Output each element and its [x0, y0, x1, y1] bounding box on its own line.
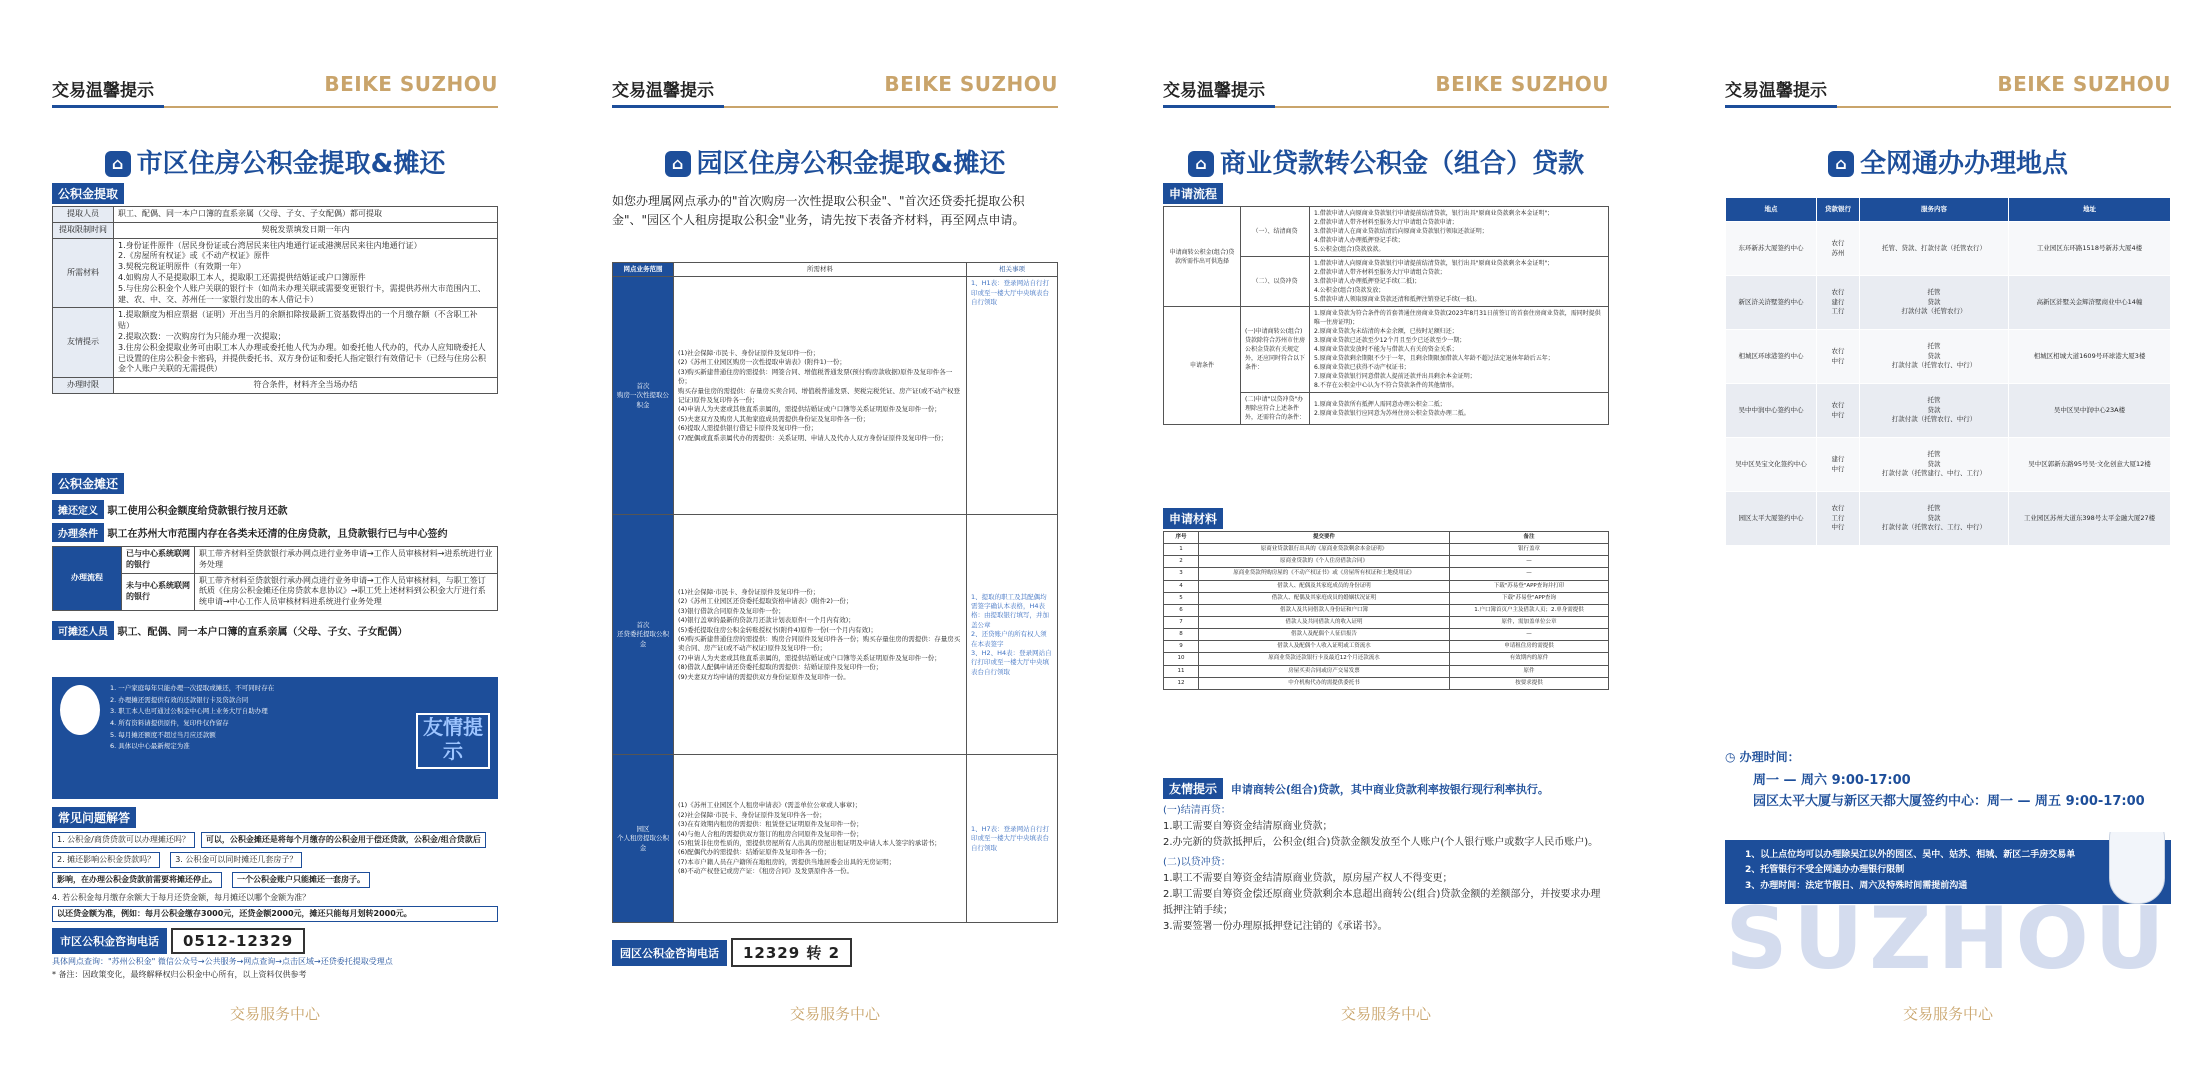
mat-note: 有效期内的原件	[1450, 653, 1609, 665]
mat-index: 8	[1164, 629, 1199, 641]
hotline-number[interactable]: 12329 转 2	[731, 938, 852, 967]
mat-index: 2	[1164, 556, 1199, 568]
table-row	[613, 277, 1058, 515]
apply-key: (一)申请商转公(组合)贷款除符合苏州市住房公积金贷款有关规定外，还应同时符合以下条件：	[1241, 307, 1310, 393]
table-row	[1164, 665, 1609, 677]
page-title	[1725, 143, 2171, 180]
faq-question: 4. 若公积金每月缴存余额大于每月还贷金额，每月摊还以哪个金额为准？	[52, 893, 311, 902]
row-scope: 首次 购房一次性提取公积金	[613, 277, 674, 515]
tip-item: 2.职工需要自筹资金偿还原商业贷款剩余本息超出商转公(组合)贷款金额的差额部分，并按要求办理抵押注销手续；	[1163, 889, 1601, 916]
panel-loan-transfer	[1163, 0, 1609, 1080]
location-services: 托管 贷款 打款付款（托管农行、中行）	[1860, 384, 2009, 438]
mat-item: 原商业贷款银行出具的《原商业贷款剩余本金证明》	[1199, 544, 1450, 556]
note-item: 2、托管银行不受全网通办办理银行限制	[1745, 865, 1905, 876]
faq-question: 3. 公积金可以同时摊还几套房子？	[170, 852, 302, 868]
process-value: 职工带齐材料至贷款银行承办网点进行业务申请→工作人员审核材料→进系统进行业务处理	[195, 547, 498, 574]
row-notes: 1、H7表：登录网站自行打印或至一楼大厅中央填表台自行领取	[967, 755, 1058, 923]
faq-row	[52, 872, 498, 888]
table-row	[53, 207, 498, 223]
column-header: 地址	[2009, 198, 2171, 222]
notes-list	[1745, 848, 2105, 894]
faq-row	[52, 832, 498, 848]
flow-table	[1163, 206, 1609, 425]
row-notes: 1、H1表：登录网站自行打印或至一楼大厅中央填表台自行领取	[967, 277, 1058, 515]
mat-index: 11	[1164, 665, 1199, 677]
process-value: 职工带齐材料至贷款银行承办网点进行业务申请→工作人员审核材料，与职工签订纸质《住房公积金摊还住房贷款本息协议》→职工凭上述材料到公积金大厅进行系统申请→中心工作人员审核材料进系统进行业务处理	[195, 573, 498, 610]
hours-weekday: 周一 — 周六 9:00-17:00	[1753, 773, 1911, 788]
flow-left: 申请商转公积金(组合)贷款所需作出可供选择	[1164, 207, 1241, 307]
flow-key: （一）、结清商贷	[1241, 207, 1310, 257]
section-repay	[52, 473, 498, 640]
mat-item: 房屋买卖合同或房产交易发票	[1199, 665, 1450, 677]
process-table	[52, 546, 498, 611]
notice-item: 6. 具体以中心最新规定为准	[110, 742, 190, 751]
locations-table	[1725, 197, 2171, 546]
tip-item: (二)以贷冲贷：	[1163, 857, 1231, 868]
hours-special: 园区太平大厦与新区天都大厦签约中心：周一 — 周五 9:00-17:00	[1753, 794, 2145, 809]
row-scope: 园区 个人租房提取公积金	[613, 755, 674, 923]
header-left: 交易温馨提示	[1163, 81, 1265, 101]
section-label: 公积金摊还	[52, 473, 124, 494]
faq-question: 2. 摊还影响公积金贷款吗？	[52, 852, 160, 868]
location-name: 东环新苏大厦签约中心	[1726, 222, 1817, 276]
location-address: 吴中区郭新东路95号吴·文化创意大厦12楼	[2009, 438, 2171, 492]
note-item: 1、以上点位均可以办理除吴江以外的园区、吴中、姑苏、相城、新区二手房交易单	[1745, 850, 2076, 860]
table-row	[1164, 604, 1609, 616]
flow-value: 1.借款申请人向原商业贷款银行申请提前结清贷款，银行出具"原商业贷款剩余本金证明"； 2.借款申请人带齐材料至服务大厅申请组合贷款； 3.借款申请人办理抵押登记手续(二抵)； 4.公积金(组合)贷款发放； 5.借款申请人领取原商业贷款还清和抵押注销登记手续(一抵)。	[1310, 257, 1609, 307]
row-head: 所需材料	[53, 238, 114, 308]
apply-value: 1.原商业贷款所有抵押人需同意办理公积金二抵； 2.原商业贷款银行应同意为苏州住房公积金贷款办理二抵。	[1310, 393, 1609, 425]
house-icon: ⌂	[1828, 151, 1854, 177]
header-accent	[612, 105, 724, 108]
header-accent	[1725, 105, 1837, 108]
condition-label: 办理条件	[52, 523, 104, 542]
mat-note: —	[1450, 568, 1609, 580]
hotline-label: 市区公积金咨询电话	[52, 928, 167, 954]
location-banks: 农行 建行 工行	[1817, 276, 1860, 330]
table-header	[1164, 532, 1609, 544]
location-banks: 农行 工行 中行	[1817, 492, 1860, 546]
mat-note: 下载"苏易登"APP查询	[1450, 592, 1609, 604]
mat-item: 原商业贷款的《个人住房借款合同》	[1199, 556, 1450, 568]
section-label: 申请流程	[1163, 183, 1223, 204]
faq-answer: 以还贷金额为准，例如：每月公积金缴存3000元，还贷金额2000元，摊还只能每月划转2000元。	[52, 906, 498, 922]
hours-label-row	[1725, 748, 2171, 765]
row-head: 友情提示	[53, 308, 114, 378]
location-services: 托管 贷款 打款付款（托管农行）	[1860, 276, 2009, 330]
location-address: 吴中区吴中润中心23A楼	[2009, 384, 2171, 438]
panel-header	[1163, 70, 1609, 108]
table-header	[1726, 198, 2171, 222]
header-brand: BEIKE SUZHOU	[884, 72, 1058, 96]
mat-index: 10	[1164, 653, 1199, 665]
mat-note: 下载"苏易登"APP查询并打印	[1450, 580, 1609, 592]
panel-locations	[1725, 0, 2171, 1080]
who-label: 可摊还人员	[52, 621, 114, 640]
column-header: 贷款银行	[1817, 198, 1860, 222]
table-row	[1164, 629, 1609, 641]
hours	[1725, 748, 2171, 809]
mat-index: 12	[1164, 677, 1199, 689]
table-row	[1164, 653, 1609, 665]
table-row	[1164, 616, 1609, 628]
repay-definition	[52, 500, 498, 519]
section-label: 申请材料	[1163, 508, 1223, 529]
table-row	[613, 755, 1058, 923]
tip-item: 2.办完新的贷款抵押后，公积金(组合)贷款金额发放至个人账户(个人银行账户或数字人民币账户)。	[1163, 837, 1599, 848]
location-banks: 农行 中行	[1817, 384, 1860, 438]
who-text: 职工、配偶、同一本户口簿的直系亲属（父母、子女、子女配偶）	[117, 626, 408, 638]
page-title-text: 全网通办办理地点	[1859, 149, 2068, 179]
mat-index: 5	[1164, 592, 1199, 604]
materials-table	[612, 262, 1058, 923]
table-row	[1164, 556, 1609, 568]
house-icon: ⌂	[1188, 151, 1214, 177]
table-row	[53, 547, 498, 574]
header-accent	[52, 105, 164, 108]
location-services: 托管、贷款、打款付款（托管农行）	[1860, 222, 2009, 276]
tip-text: 申请商转公(组合)贷款，其中商业贷款利率按银行现行利率执行。	[1230, 783, 1549, 796]
hotline	[52, 928, 305, 954]
faq-answer: 可以，公积金摊还是将每个月缴存的公积金用于偿还贷款，公积金/组合贷款后	[201, 832, 486, 848]
header-brand: BEIKE SUZHOU	[324, 72, 498, 96]
mat-item: 中介机构代办的需提供委托书	[1199, 677, 1450, 689]
tip-section	[1163, 778, 1609, 935]
definition-label: 摊还定义	[52, 500, 104, 519]
page-title-text: 市区住房公积金提取&摊还	[136, 149, 446, 179]
location-address: 工业园区东环路1518号新苏大厦4楼	[2009, 222, 2171, 276]
table-row	[1726, 330, 2171, 384]
hours-label: 办理时间：	[1739, 750, 1800, 764]
table-row	[1164, 568, 1609, 580]
mat-index: 7	[1164, 616, 1199, 628]
mat-item: 借款人、配偶及其家庭成员的婚姻状况证明	[1199, 592, 1450, 604]
process-key: 已与中心系统联网的银行	[122, 547, 195, 574]
location-services: 托管 贷款 打款付款（托管建行、中行、工行）	[1860, 438, 2009, 492]
table-row	[1164, 592, 1609, 604]
mat-note: —	[1450, 556, 1609, 568]
mat-index: 3	[1164, 568, 1199, 580]
location-banks: 农行 中行	[1817, 330, 1860, 384]
row-value: 1.提取额度为相应票据（证明）开出当月的余额扣除按最新工资基数得出的一个月缴存额（不含职工补贴） 2.提取次数：一次购房行为只能办理一次提取； 3.住房公积金提取业务可由职工本人办理或委托他人代为办理。如委托他人代办的，代办人应知晓委托人已设置的住房公积金卡密码，并提供委托书、双方身份证和委托人指定银行有效借记卡（已经与住房公积金个人账户关联的无需提供）	[114, 308, 498, 378]
table-row	[1726, 492, 2171, 546]
tip-item: 1.职工不需要自筹资金结清原商业贷款，原房屋产权人不得变更；	[1163, 873, 1453, 884]
process-label: 办理流程	[53, 547, 122, 611]
notice-list	[110, 683, 410, 753]
faq-answer: 一个公积金账户只能摊还一套房子。	[232, 872, 370, 888]
mat-item: 借款人及共同借款人的收入证明	[1199, 616, 1450, 628]
notice-item: 5. 每月摊还额度不超过当月应还款额	[110, 730, 216, 739]
row-head: 提取人员	[53, 207, 114, 223]
locations-table-wrap	[1725, 197, 2171, 546]
notice-item: 1. 一户家庭每年只能办理一次提取或摊还，不可同时存在	[110, 684, 275, 692]
table-row	[53, 308, 498, 378]
flow-key: （二）、以贷冲贷	[1241, 257, 1310, 307]
column-header: 网点业务范围	[613, 263, 674, 277]
flow-value: 1.借款申请人向原商业贷款银行申请提前结清贷款，银行出具"原商业贷款剩余本金证明"； 2.借款申请人带齐材料至服务大厅申请组合贷款申请； 3.借款申请人在商业贷款结清后向原商业贷款银行领取还款证明； 4.借款申请人办理抵押登记手续； 5.公积金(组合)贷款放款。	[1310, 207, 1609, 257]
notice-box	[52, 677, 498, 799]
header-accent	[1163, 105, 1275, 108]
table-row	[53, 238, 498, 308]
note-item: 3、办理时间：法定节假日、周六及特殊时间需提前沟通	[1745, 880, 1968, 891]
mat-item: 借款人及配偶个人征信报告	[1199, 629, 1450, 641]
hotline-label: 园区公积金咨询电话	[612, 940, 727, 966]
tip-header	[1163, 778, 1609, 799]
table-row	[53, 378, 498, 394]
table-row	[1726, 438, 2171, 492]
mat-index: 4	[1164, 580, 1199, 592]
page-title	[1163, 143, 1609, 180]
faq-row	[52, 852, 498, 868]
mat-note: —	[1450, 629, 1609, 641]
column-header: 备注	[1450, 532, 1609, 544]
panel-header	[1725, 70, 2171, 108]
faq-question: 1. 公积金/商贷贷款可以办理摊还吗？	[52, 832, 195, 848]
table-row	[1164, 207, 1609, 257]
intro-text: 如您办理属网点承办的"首次购房一次性提取公积金"、"首次还贷委托提取公积金"、"园区个人租房提取公积金"业务，请先按下表备齐材料，再至网点申请。	[612, 194, 1025, 227]
panel-park-fund	[612, 0, 1058, 1080]
tip-item: (一)结清再贷：	[1163, 805, 1231, 816]
repay-condition	[52, 523, 498, 542]
location-services: 托管 贷款 打款付款（托管农行、中行）	[1860, 330, 2009, 384]
header-brand: BEIKE SUZHOU	[1997, 72, 2171, 96]
footer: 交易服务中心	[1902, 1005, 1993, 1023]
house-icon: ⌂	[105, 151, 131, 177]
location-address: 高新区浒墅关金辉浒墅商业中心14幢	[2009, 276, 2171, 330]
hotline	[612, 938, 852, 967]
location-name: 吴中区吴宝文化签约中心	[1726, 438, 1817, 492]
repay-who	[52, 621, 498, 640]
footer: 交易服务中心	[229, 1005, 320, 1023]
location-address: 相城区相城大道1609号环球港大厦3楼	[2009, 330, 2171, 384]
header-left: 交易温馨提示	[1725, 81, 1827, 101]
location-banks: 农行 苏州	[1817, 222, 1860, 276]
notice-title	[416, 713, 490, 769]
footer: 交易服务中心	[1340, 1005, 1431, 1023]
footer: 交易服务中心	[789, 1005, 880, 1023]
tip-item: 1.职工需要自筹资金结清原商业贷款；	[1163, 821, 1333, 832]
mascot-icon	[60, 685, 100, 735]
materials-table	[1163, 531, 1609, 690]
header-left: 交易温馨提示	[52, 81, 154, 101]
location-banks: 建行 中行	[1817, 438, 1860, 492]
header-brand: BEIKE SUZHOU	[1435, 72, 1609, 96]
apply-left: 申请条件	[1164, 307, 1241, 425]
tip-item: 3.需要签署一份办理原抵押登记注销的《承诺书》。	[1163, 921, 1388, 932]
faq-answer: 影响，在办理公积金贷款前需要将摊还停止。	[52, 872, 222, 888]
faq-list	[52, 832, 498, 922]
row-materials: (1)社会保障·市民卡、身份证原件及复印件一份； (2)《苏州工业园区还贷委托提取资格申请表》(附件2)一份； (3)银行借款合同原件及复印件一份； (4)银行盖章的最新的贷款月还款计划表原件(一个月内有效)； (5)委托提取住房公积金转账授权书(附件4)原件一份(一个月内有效)； (6)购买新建普通住房的需提供：购房合同原件及复印件各一份；购买存量住房的需提供：存量房买卖合同、房产证(或不动产权证)原件及复印件一份； (7)申请人为夫妻或其他直系亲属的，需提供结婚证或户口簿等关系证明原件及复印件一份； (8)借款人配偶申请还贷委托提取的需提供：结婚证原件及复印件一份； (9)夫妻双方均申请的需提供双方身份证原件及复印件一份。	[674, 515, 967, 755]
column-header: 相关事项	[967, 263, 1058, 277]
withdraw-table	[52, 206, 498, 394]
mat-index: 1	[1164, 544, 1199, 556]
mat-note: 原件，需加盖单位公章	[1450, 616, 1609, 628]
location-name: 相城区环球港签约中心	[1726, 330, 1817, 384]
page-title	[612, 143, 1058, 180]
page-title	[52, 143, 498, 180]
mat-note: 1.户口簿首页户主及借款人页；2.单身需提供	[1450, 604, 1609, 616]
mat-item: 借款人及配偶个人收入证明或工资流水	[1199, 641, 1450, 653]
location-services: 托管 贷款 打款付款（托管农行、工行、中行）	[1860, 492, 2009, 546]
mat-note: 按要求提供	[1450, 677, 1609, 689]
watermark-text: SUZHOU	[1725, 889, 2171, 989]
table-row	[1164, 307, 1609, 393]
row-materials: (1)《苏州工业园区个人租房申请表》(需盖单位公章或人事章)； (2)社会保障·市民卡、身份证原件及复印件各一份； (3)在有效期内租房的需提供：租赁登记证明原件及复印件一份； (4)与他人合租的需提供双方签订的租房合同原件及复印件一份； (5)租赁非住房性质的，需提供房屋所有人出具的房屋出租证明及申请人本人签字的承诺书； (6)配偶代办的需提供：结婚证原件及复印件各一份； (7)本市户籍人员在户籍所在地租房的，需提供当地居委会出具的无房证明； (8)不动产权登记或房产证：《租房合同》及发票原件各一份。	[674, 755, 967, 923]
apply-key: (二)申请"以贷冲贷"办理除应符合上述条件外，还需符合的条件：	[1241, 393, 1310, 425]
notes-box	[1725, 832, 2171, 992]
hotline-number[interactable]: 0512-12329	[171, 928, 305, 954]
mat-item: 原商业贷款所购房屋的《不动产权证书》或《房屋所有权证和土地使用证》	[1199, 568, 1450, 580]
page-title-text: 商业贷款转公积金（组合）贷款	[1219, 149, 1584, 179]
definition-text: 职工使用公积金额度给贷款银行按月还款	[107, 506, 288, 517]
tip-label: 友情提示	[1163, 778, 1223, 799]
table-row	[613, 515, 1058, 755]
faq-section	[52, 807, 498, 922]
mat-note: 银行盖章	[1450, 544, 1609, 556]
panel-header	[52, 70, 498, 108]
column-header: 地点	[1726, 198, 1817, 222]
section-label: 公积金提取	[52, 183, 124, 204]
row-notes: 1、提取的职工及其配偶均需签字确认本表格，H4表格：由提取银行填写，并加盖公章 2、还贷账户的所有权人须在本表签字 3、H2、H4表：登录网站自行打印或至一楼大厅中央填表台自行领取	[967, 515, 1058, 755]
location-name: 吴中中润中心签约中心	[1726, 384, 1817, 438]
row-value: 1.身份证件原件（居民身份证或台湾居民来往内地通行证或港澳居民来往内地通行证） 2.《房屋所有权证》或《不动产权证》原件 3.契税完税证明原件（有效期一年） 4.如购房人不是提取职工本人，提取职工还需提供结婚证或户口簿原件 5.与住房公积金个人账户关联的银行卡（如尚未办理关联或需要变更银行卡，需提供苏州大市范围内工、建、农、中、交、苏州任一一家银行发出的本人借记卡）	[114, 238, 498, 308]
page-title-text: 园区住房公积金提取&摊还	[696, 149, 1006, 179]
mat-item: 借款人、配偶及其家庭成员的身份证明	[1199, 580, 1450, 592]
faq-label: 常见问题解答	[52, 807, 136, 828]
column-header: 序号	[1164, 532, 1199, 544]
mat-index: 6	[1164, 604, 1199, 616]
row-value: 职工、配偶、同一本户口簿的直系亲属（父母、子女、子女配偶）都可提取	[114, 207, 498, 223]
table-row	[1164, 641, 1609, 653]
condition-text: 职工在苏州大市范围内存在各类未还清的住房贷款，且贷款银行已与中心签约	[107, 529, 448, 540]
notice-item: 2. 办理摊还需提供有效的还款银行卡及贷款合同	[110, 695, 249, 704]
mat-index: 9	[1164, 641, 1199, 653]
column-header: 服务内容	[1860, 198, 2009, 222]
house-icon: ⌂	[665, 151, 691, 177]
row-head: 提取限制时间	[53, 222, 114, 238]
note-disclaimer: * 备注：因政策变化，最终解释权归公积金中心所有，以上资料仅供参考	[52, 969, 307, 979]
table-row	[1726, 222, 2171, 276]
notice-title-text: 友情提示	[423, 715, 483, 763]
note-query: 具体网点查询："苏州公积金" 微信公众号→公共服务→网点查询→点击区域→还贷委托提取受理点	[52, 957, 393, 966]
table-row	[1726, 276, 2171, 330]
apply-value: 1.原商业贷款为符合条件的首套普通住房商业贷款(2023年8月31日前签订的首套住房商业贷款，需同时提供唯一住房证明)； 2.原商业贷款为未结清的本金余额，已按时足额归还； 3.原商业贷款已还款至少12个月且至少已还款至少一期； 4.原商业贷款发放时不能为与借款人有关的资金关系； 5.原商业贷款剩余期限不少于一年，且剩余期限加借款人年龄不超过法定退休年龄后五年； 6.原商业贷款已获得不动产权证书； 7.原商业贷款银行同意借款人提前还款并出具剩余本金证明； 8.不存在公积金中心认为不符合贷款条件的其他情形。	[1310, 307, 1609, 393]
notice-item: 4. 所有资料请提供原件，复印件仅作留存	[110, 719, 229, 728]
column-header: 提交要件	[1199, 532, 1450, 544]
header-left: 交易温馨提示	[612, 81, 714, 101]
row-materials: (1)社会保障·市民卡、身份证原件及复印件一份； (2)《苏州工业园区购房一次性提取申请表》(附件1)一份； (3)购买新建普通住房的需提供：网签合同、增值税普通发票(预付购房款收据)原件及复印件各一份； 购买存量住房的需提供：存量房买卖合同、增值税普通发票、契税完税凭证、房产证(或不动产权登记证)原件及复印件各一份； (4)申请人为夫妻或其他直系亲属的，需提供结婚证或户口簿等关系证明原件及复印件一份； (5)夫妻双方及购房人其他家庭成员需提供身份证及复印件各一份； (6)提取人需提供银行借记卡原件及复印件一份； (7)配偶或直系亲属代办的需提供：关系证明、申请人及代办人双方身份证原件及复印件一份；	[674, 277, 967, 515]
location-address: 工业园区苏州大道东398号太平金融大厦27楼	[2009, 492, 2171, 546]
mat-item: 原商业贷款还款银行卡及最近12个月还款流水	[1199, 653, 1450, 665]
location-name: 新区浒关浒墅签约中心	[1726, 276, 1817, 330]
clock-icon: ◷	[1725, 750, 1740, 764]
row-value: 符合条件，材料齐全当场办结	[114, 378, 498, 394]
table-row	[1726, 384, 2171, 438]
mat-note: 原件	[1450, 665, 1609, 677]
column-header: 所需材料	[674, 263, 967, 277]
notice-item: 3. 职工本人也可通过公积金中心网上业务大厅自助办理	[110, 707, 268, 716]
row-scope: 首次 还贷委托提取公积金	[613, 515, 674, 755]
row-value: 契税发票填发日期一年内	[114, 222, 498, 238]
table-row	[53, 222, 498, 238]
tip-list	[1163, 803, 1609, 935]
mat-item: 借款人及共同借款人身份证和户口簿	[1199, 604, 1450, 616]
table-row	[1164, 677, 1609, 689]
panel-city-fund	[52, 0, 498, 1080]
row-head: 办理时限	[53, 378, 114, 394]
section-flow	[1163, 183, 1609, 425]
location-name: 园区太平大厦签约中心	[1726, 492, 1817, 546]
table-row	[1164, 544, 1609, 556]
section-materials	[1163, 508, 1609, 690]
table-row	[1164, 580, 1609, 592]
section-withdraw	[52, 183, 498, 394]
materials-table-wrap	[612, 262, 1058, 923]
notes	[52, 956, 498, 982]
panel-header	[612, 70, 1058, 108]
table-header	[613, 263, 1058, 277]
mat-note: 申请租住房的需提供	[1450, 641, 1609, 653]
process-key: 未与中心系统联网的银行	[122, 573, 195, 610]
